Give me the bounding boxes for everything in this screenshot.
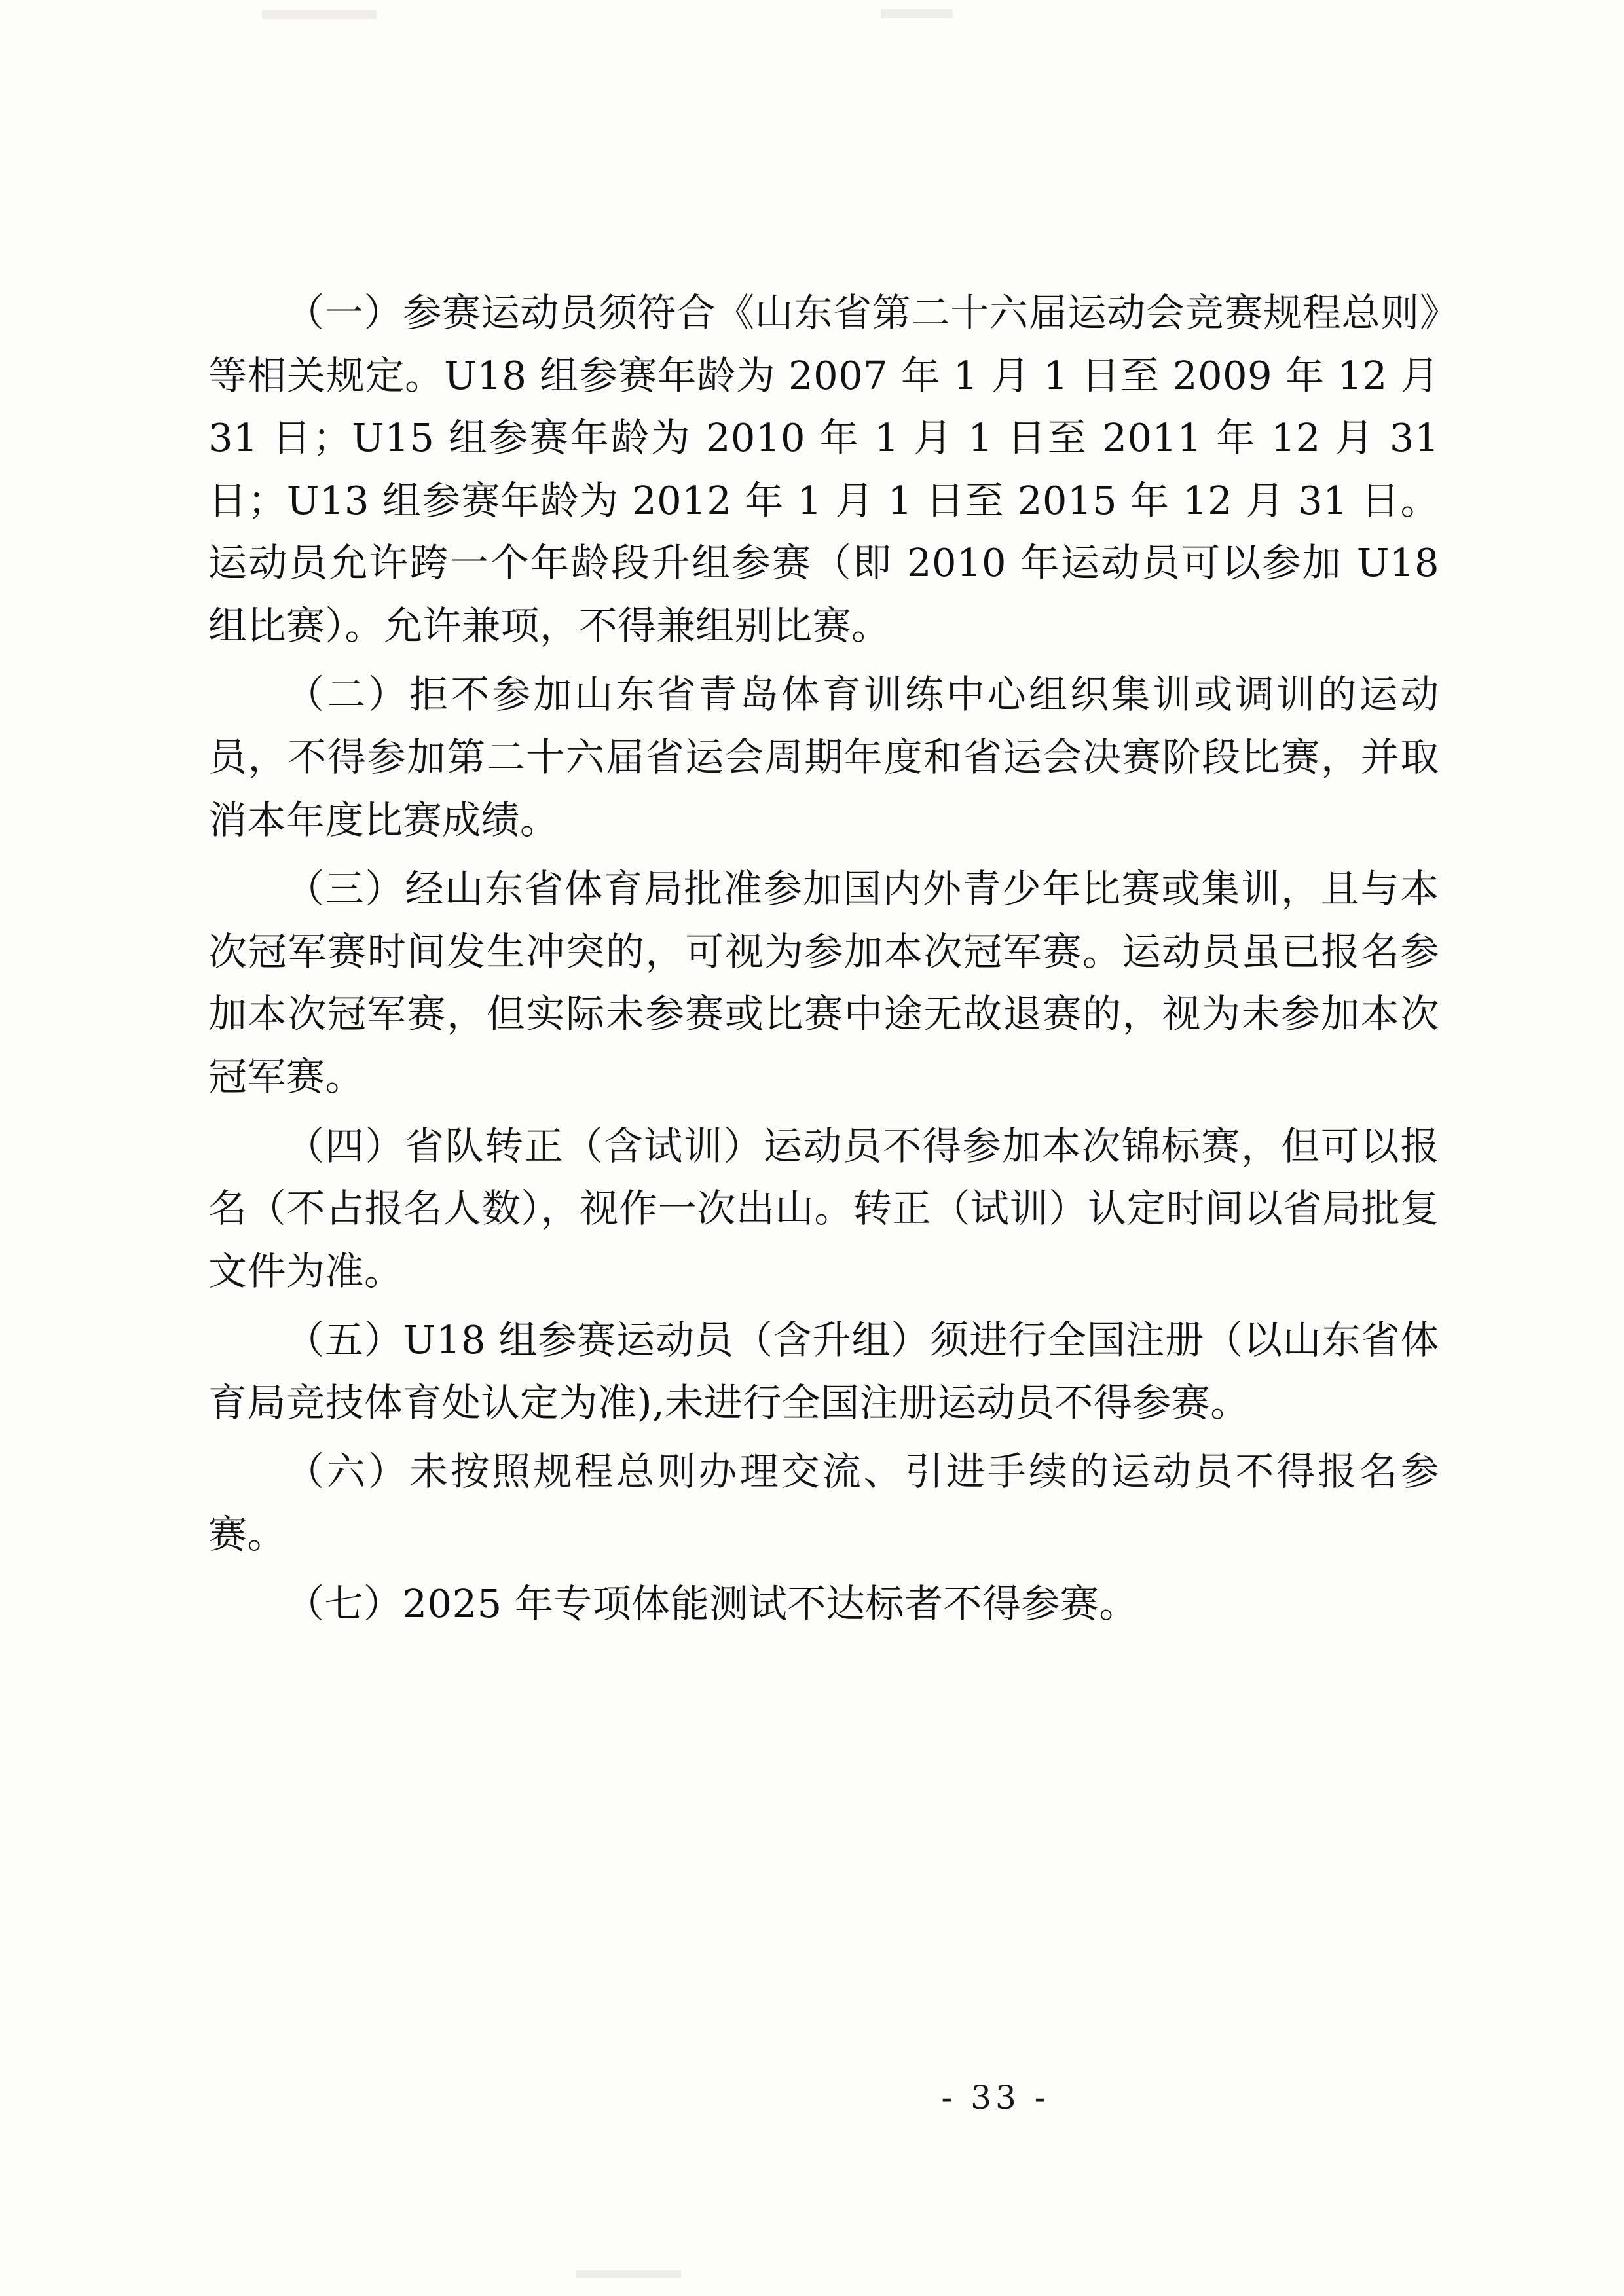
scan-artifact-top-right <box>881 9 953 18</box>
paragraph-7: （七）2025 年专项体能测试不达标者不得参赛。 <box>286 1580 1138 1626</box>
paragraph-2: （二）拒不参加山东省青岛体育训练中心组织集训或调训的运动员，不得参加第二十六届省运会周期年度和省运会决赛阶段比赛，并取消本年度比赛成绩。 <box>208 672 1439 843</box>
paragraph-3: （三）经山东省体育局批准参加国内外青少年比赛或集训，且与本次冠军赛时间发生冲突的，可视为参加本次冠军赛。运动员虽已报名参加本次冠军赛，但实际未参赛或比赛中途无故退赛的，视为未参加本次冠军赛。 <box>208 866 1439 1099</box>
page-number-label: - 33 - <box>941 2079 1050 2117</box>
scan-artifact-bottom <box>576 2270 681 2278</box>
paragraph-6: （六）未按照规程总则办理交流、引进手续的运动员不得报名参赛。 <box>208 1449 1439 1557</box>
paragraph-5: （五）U18 组参赛运动员（含升组）须进行全国注册（以山东省体育局竞技体育处认定为准),未进行全国注册运动员不得参赛。 <box>208 1317 1439 1425</box>
paragraph-4: （四）省队转正（含试训）运动员不得参加本次锦标赛，但可以报名（不占报名人数），视作一次出山。转正（试训）认定时间以省局批复文件为准。 <box>208 1123 1439 1294</box>
document-body <box>208 282 1439 1641</box>
scan-artifact-top-left <box>262 10 377 19</box>
paragraph-1: （一）参赛运动员须符合《山东省第二十六届运动会竞赛规程总则》等相关规定。U18 组参赛年龄为 2007 年 1 月 1 日至 2009 年 12 月 31 日；U15 组参赛年龄为 2010 年 1 月 1 日至 2011 年 12 月 31 日；U13 组参赛年龄为 2012 年 1 月 1 日至 2015 年 12 月 31 日。运动员允许跨一个年龄段升组参赛（即 2010 年运动员可以参加 U18 组比赛）。允许兼项，不得兼组别比赛。 <box>208 290 1439 648</box>
page-number <box>0 2079 1624 2117</box>
